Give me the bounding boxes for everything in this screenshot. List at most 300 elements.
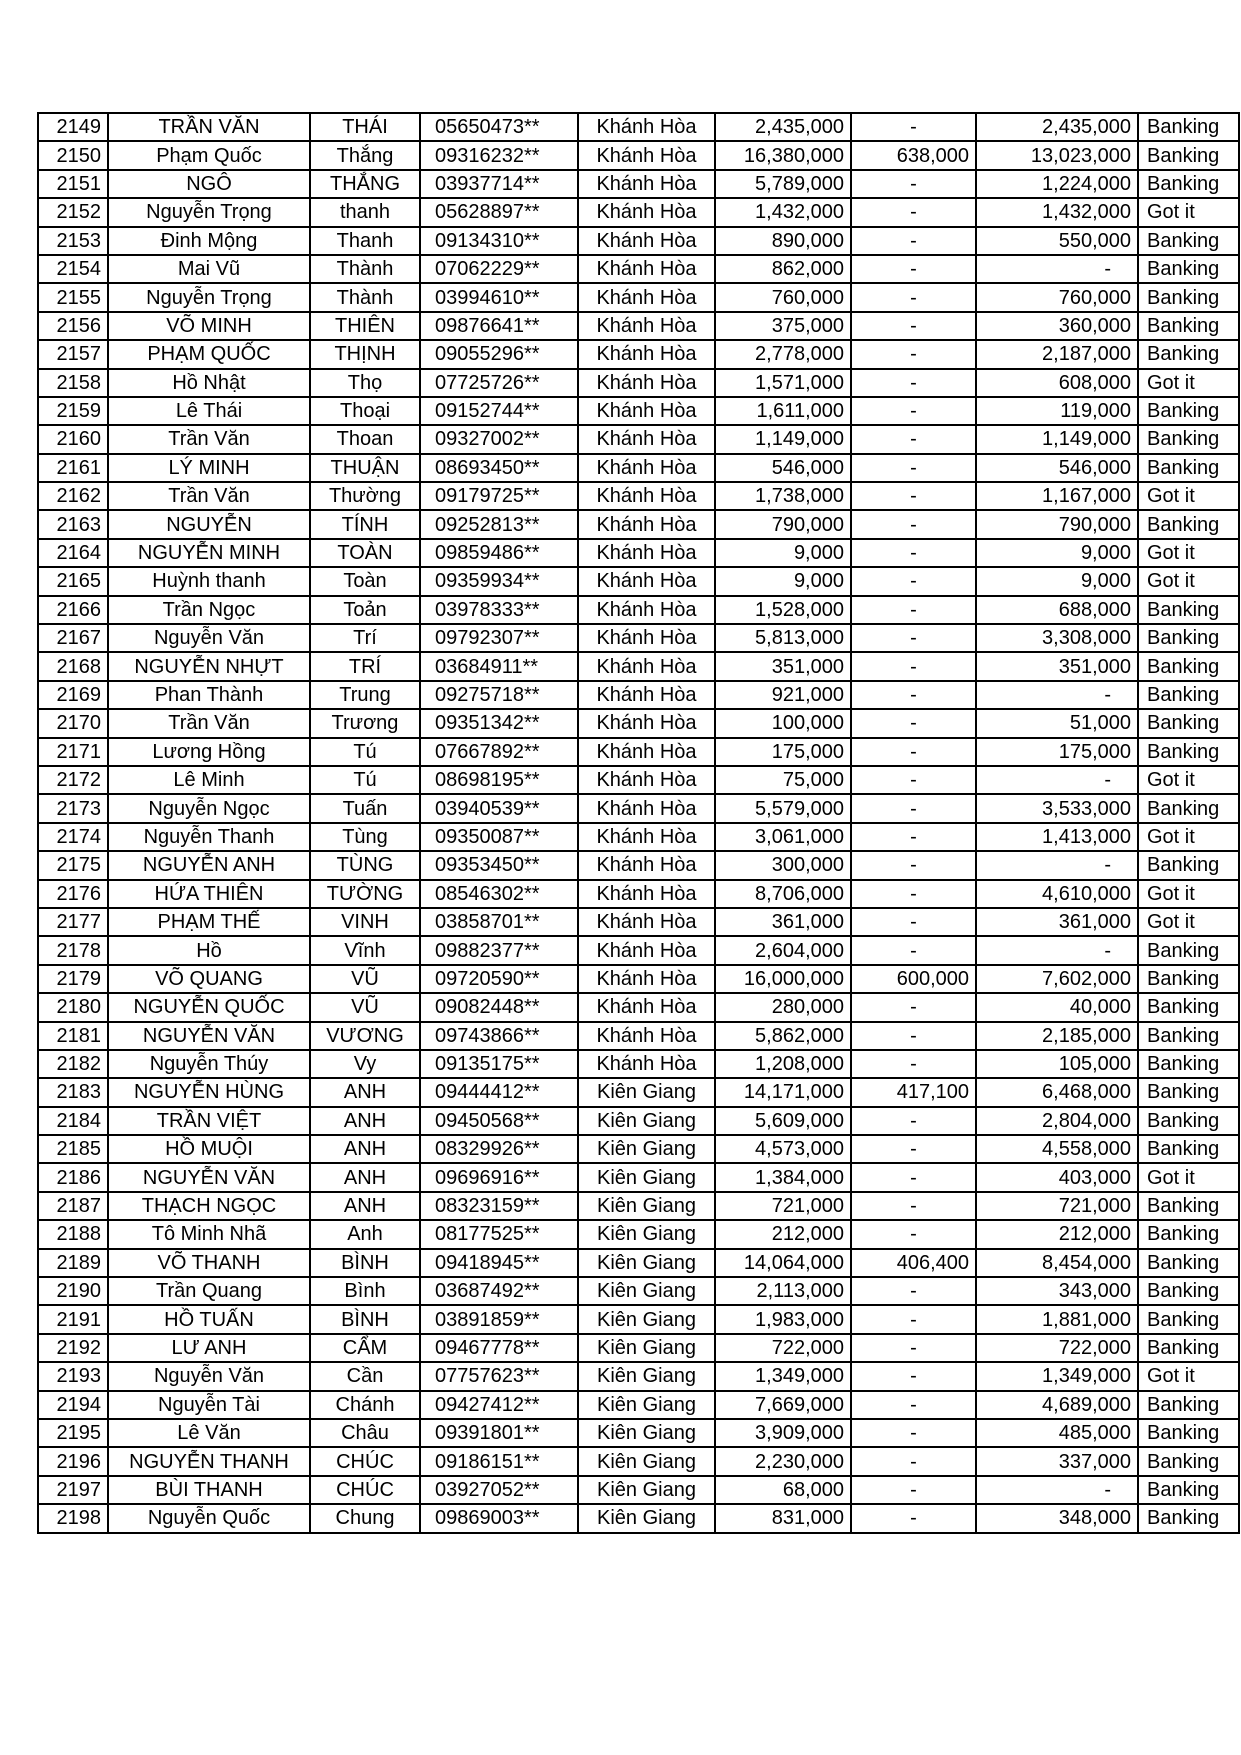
province-cell: Khánh Hòa xyxy=(578,113,715,141)
paid-cell: - xyxy=(976,255,1138,283)
method-cell: Got it xyxy=(1138,539,1239,567)
table-row xyxy=(38,1419,1239,1447)
paid-cell: 1,224,000 xyxy=(976,170,1138,198)
first-name-cell: THÁI xyxy=(310,113,420,141)
paid-cell: 9,000 xyxy=(976,567,1138,595)
table-row xyxy=(38,908,1239,936)
phone-cell: 08698195** xyxy=(420,766,578,794)
table-row xyxy=(38,340,1239,368)
method-cell: Banking xyxy=(1138,312,1239,340)
table-row xyxy=(38,823,1239,851)
method-cell: Banking xyxy=(1138,1022,1239,1050)
table-row xyxy=(38,851,1239,879)
province-cell: Kiên Giang xyxy=(578,1305,715,1333)
method-cell: Banking xyxy=(1138,596,1239,624)
first-name-cell: ANH xyxy=(310,1107,420,1135)
row-number: 2198 xyxy=(38,1504,108,1532)
province-cell: Khánh Hòa xyxy=(578,738,715,766)
table-row xyxy=(38,1305,1239,1333)
province-cell: Khánh Hòa xyxy=(578,794,715,822)
row-number: 2164 xyxy=(38,539,108,567)
paid-cell: - xyxy=(976,681,1138,709)
row-number: 2159 xyxy=(38,397,108,425)
row-number: 2178 xyxy=(38,936,108,964)
paid-cell: 546,000 xyxy=(976,454,1138,482)
last-name-cell: Phan Thành xyxy=(108,681,310,709)
deduction-cell: 638,000 xyxy=(851,141,976,169)
deduction-cell: - xyxy=(851,510,976,538)
row-number: 2175 xyxy=(38,851,108,879)
last-name-cell: THẠCH NGỌC xyxy=(108,1192,310,1220)
row-number: 2169 xyxy=(38,681,108,709)
paid-cell: 343,000 xyxy=(976,1277,1138,1305)
last-name-cell: NGUYỄN QUỐC xyxy=(108,993,310,1021)
paid-cell: 1,167,000 xyxy=(976,482,1138,510)
phone-cell: 08177525** xyxy=(420,1220,578,1248)
province-cell: Khánh Hòa xyxy=(578,851,715,879)
amount-cell: 862,000 xyxy=(715,255,851,283)
row-number: 2193 xyxy=(38,1362,108,1390)
method-cell: Banking xyxy=(1138,397,1239,425)
last-name-cell: VÕ QUANG xyxy=(108,965,310,993)
phone-cell: 09359934** xyxy=(420,567,578,595)
first-name-cell: ANH xyxy=(310,1192,420,1220)
phone-cell: 03994610** xyxy=(420,283,578,311)
table-row xyxy=(38,1135,1239,1163)
last-name-cell: HỨA THIÊN xyxy=(108,880,310,908)
province-cell: Kiên Giang xyxy=(578,1391,715,1419)
amount-cell: 5,609,000 xyxy=(715,1107,851,1135)
paid-cell: 361,000 xyxy=(976,908,1138,936)
phone-cell: 07667892** xyxy=(420,738,578,766)
table-row xyxy=(38,681,1239,709)
table-row xyxy=(38,1391,1239,1419)
amount-cell: 2,778,000 xyxy=(715,340,851,368)
deduction-cell: - xyxy=(851,596,976,624)
deduction-cell: - xyxy=(851,1107,976,1135)
phone-cell: 09720590** xyxy=(420,965,578,993)
table-row xyxy=(38,454,1239,482)
last-name-cell: Trần Văn xyxy=(108,482,310,510)
deduction-cell: - xyxy=(851,198,976,226)
last-name-cell: PHẠM QUỐC xyxy=(108,340,310,368)
paid-cell: 688,000 xyxy=(976,596,1138,624)
province-cell: Khánh Hòa xyxy=(578,596,715,624)
phone-cell: 09351342** xyxy=(420,709,578,737)
method-cell: Banking xyxy=(1138,1447,1239,1475)
province-cell: Khánh Hòa xyxy=(578,454,715,482)
amount-cell: 1,611,000 xyxy=(715,397,851,425)
first-name-cell: THẮNG xyxy=(310,170,420,198)
table-row xyxy=(38,425,1239,453)
province-cell: Kiên Giang xyxy=(578,1476,715,1504)
paid-cell: 105,000 xyxy=(976,1050,1138,1078)
table-row xyxy=(38,738,1239,766)
paid-cell: 608,000 xyxy=(976,369,1138,397)
amount-cell: 2,230,000 xyxy=(715,1447,851,1475)
last-name-cell: Nguyễn Văn xyxy=(108,624,310,652)
phone-cell: 03940539** xyxy=(420,794,578,822)
first-name-cell: Thắng xyxy=(310,141,420,169)
province-cell: Khánh Hòa xyxy=(578,482,715,510)
paid-cell: 722,000 xyxy=(976,1334,1138,1362)
table-row xyxy=(38,1078,1239,1106)
province-cell: Kiên Giang xyxy=(578,1220,715,1248)
table-row xyxy=(38,397,1239,425)
deduction-cell: - xyxy=(851,170,976,198)
first-name-cell: Chung xyxy=(310,1504,420,1532)
amount-cell: 8,706,000 xyxy=(715,880,851,908)
paid-cell: 403,000 xyxy=(976,1163,1138,1191)
province-cell: Khánh Hòa xyxy=(578,652,715,680)
first-name-cell: Vĩnh xyxy=(310,936,420,964)
phone-cell: 07725726** xyxy=(420,369,578,397)
first-name-cell: THỊNH xyxy=(310,340,420,368)
paid-cell: 6,468,000 xyxy=(976,1078,1138,1106)
deduction-cell: - xyxy=(851,681,976,709)
method-cell: Banking xyxy=(1138,794,1239,822)
last-name-cell: HỒ TUẤN xyxy=(108,1305,310,1333)
province-cell: Khánh Hòa xyxy=(578,766,715,794)
row-number: 2180 xyxy=(38,993,108,1021)
method-cell: Banking xyxy=(1138,652,1239,680)
method-cell: Got it xyxy=(1138,823,1239,851)
row-number: 2171 xyxy=(38,738,108,766)
method-cell: Banking xyxy=(1138,1078,1239,1106)
phone-cell: 09275718** xyxy=(420,681,578,709)
method-cell: Banking xyxy=(1138,965,1239,993)
deduction-cell: - xyxy=(851,823,976,851)
method-cell: Banking xyxy=(1138,141,1239,169)
table-row xyxy=(38,482,1239,510)
deduction-cell: - xyxy=(851,539,976,567)
row-number: 2155 xyxy=(38,283,108,311)
first-name-cell: Thành xyxy=(310,283,420,311)
first-name-cell: Trương xyxy=(310,709,420,737)
last-name-cell: Nguyễn Văn xyxy=(108,1362,310,1390)
table-row xyxy=(38,170,1239,198)
first-name-cell: VŨ xyxy=(310,993,420,1021)
row-number: 2160 xyxy=(38,425,108,453)
last-name-cell: NGUYỄN MINH xyxy=(108,539,310,567)
table-row xyxy=(38,1163,1239,1191)
method-cell: Banking xyxy=(1138,1249,1239,1277)
deduction-cell: - xyxy=(851,1391,976,1419)
province-cell: Khánh Hòa xyxy=(578,1022,715,1050)
row-number: 2166 xyxy=(38,596,108,624)
method-cell: Banking xyxy=(1138,510,1239,538)
row-number: 2154 xyxy=(38,255,108,283)
last-name-cell: TRẦN VIỆT xyxy=(108,1107,310,1135)
method-cell: Got it xyxy=(1138,880,1239,908)
deduction-cell: - xyxy=(851,794,976,822)
phone-cell: 09743866** xyxy=(420,1022,578,1050)
method-cell: Got it xyxy=(1138,482,1239,510)
deduction-cell: - xyxy=(851,369,976,397)
first-name-cell: TRÍ xyxy=(310,652,420,680)
deduction-cell: - xyxy=(851,1163,976,1191)
method-cell: Banking xyxy=(1138,1476,1239,1504)
records-table xyxy=(37,112,1240,1534)
province-cell: Khánh Hòa xyxy=(578,1050,715,1078)
paid-cell: 485,000 xyxy=(976,1419,1138,1447)
row-number: 2182 xyxy=(38,1050,108,1078)
deduction-cell: - xyxy=(851,709,976,737)
method-cell: Banking xyxy=(1138,624,1239,652)
amount-cell: 100,000 xyxy=(715,709,851,737)
row-number: 2157 xyxy=(38,340,108,368)
first-name-cell: ANH xyxy=(310,1078,420,1106)
phone-cell: 09316232** xyxy=(420,141,578,169)
last-name-cell: Trần Quang xyxy=(108,1277,310,1305)
amount-cell: 14,171,000 xyxy=(715,1078,851,1106)
first-name-cell: Toàn xyxy=(310,567,420,595)
first-name-cell: Trung xyxy=(310,681,420,709)
phone-cell: 09876641** xyxy=(420,312,578,340)
row-number: 2190 xyxy=(38,1277,108,1305)
first-name-cell: Vy xyxy=(310,1050,420,1078)
method-cell: Banking xyxy=(1138,1107,1239,1135)
table-row xyxy=(38,624,1239,652)
paid-cell: 2,187,000 xyxy=(976,340,1138,368)
method-cell: Got it xyxy=(1138,567,1239,595)
first-name-cell: BÌNH xyxy=(310,1305,420,1333)
last-name-cell: NGUYỄN ANH xyxy=(108,851,310,879)
table-row xyxy=(38,1476,1239,1504)
phone-cell: 03927052** xyxy=(420,1476,578,1504)
phone-cell: 03937714** xyxy=(420,170,578,198)
row-number: 2185 xyxy=(38,1135,108,1163)
phone-cell: 08693450** xyxy=(420,454,578,482)
method-cell: Banking xyxy=(1138,851,1239,879)
amount-cell: 16,380,000 xyxy=(715,141,851,169)
first-name-cell: Thoan xyxy=(310,425,420,453)
table-row xyxy=(38,312,1239,340)
amount-cell: 75,000 xyxy=(715,766,851,794)
amount-cell: 375,000 xyxy=(715,312,851,340)
row-number: 2167 xyxy=(38,624,108,652)
deduction-cell: - xyxy=(851,1305,976,1333)
amount-cell: 1,349,000 xyxy=(715,1362,851,1390)
phone-cell: 08323159** xyxy=(420,1192,578,1220)
paid-cell: 7,602,000 xyxy=(976,965,1138,993)
row-number: 2172 xyxy=(38,766,108,794)
row-number: 2187 xyxy=(38,1192,108,1220)
first-name-cell: VŨ xyxy=(310,965,420,993)
paid-cell: 8,454,000 xyxy=(976,1249,1138,1277)
province-cell: Khánh Hòa xyxy=(578,397,715,425)
phone-cell: 09859486** xyxy=(420,539,578,567)
last-name-cell: Trần Ngọc xyxy=(108,596,310,624)
amount-cell: 5,789,000 xyxy=(715,170,851,198)
first-name-cell: CHÚC xyxy=(310,1447,420,1475)
last-name-cell: Nguyễn Thúy xyxy=(108,1050,310,1078)
phone-cell: 07062229** xyxy=(420,255,578,283)
phone-cell: 09082448** xyxy=(420,993,578,1021)
first-name-cell: Thường xyxy=(310,482,420,510)
method-cell: Banking xyxy=(1138,1391,1239,1419)
deduction-cell: - xyxy=(851,113,976,141)
table-row xyxy=(38,567,1239,595)
deduction-cell: - xyxy=(851,766,976,794)
first-name-cell: Cần xyxy=(310,1362,420,1390)
first-name-cell: TOÀN xyxy=(310,539,420,567)
paid-cell: 790,000 xyxy=(976,510,1138,538)
last-name-cell: VÕ MINH xyxy=(108,312,310,340)
deduction-cell: 406,400 xyxy=(851,1249,976,1277)
deduction-cell: - xyxy=(851,652,976,680)
first-name-cell: TÍNH xyxy=(310,510,420,538)
last-name-cell: NGÔ xyxy=(108,170,310,198)
row-number: 2170 xyxy=(38,709,108,737)
last-name-cell: Tô Minh Nhã xyxy=(108,1220,310,1248)
deduction-cell: - xyxy=(851,624,976,652)
method-cell: Banking xyxy=(1138,1192,1239,1220)
paid-cell: 1,149,000 xyxy=(976,425,1138,453)
method-cell: Got it xyxy=(1138,1362,1239,1390)
method-cell: Banking xyxy=(1138,1277,1239,1305)
phone-cell: 09186151** xyxy=(420,1447,578,1475)
table-row xyxy=(38,1220,1239,1248)
row-number: 2173 xyxy=(38,794,108,822)
paid-cell: 13,023,000 xyxy=(976,141,1138,169)
deduction-cell: - xyxy=(851,738,976,766)
row-number: 2188 xyxy=(38,1220,108,1248)
last-name-cell: LƯ ANH xyxy=(108,1334,310,1362)
row-number: 2174 xyxy=(38,823,108,851)
amount-cell: 68,000 xyxy=(715,1476,851,1504)
phone-cell: 09055296** xyxy=(420,340,578,368)
first-name-cell: Châu xyxy=(310,1419,420,1447)
last-name-cell: Nguyễn Thanh xyxy=(108,823,310,851)
phone-cell: 03891859** xyxy=(420,1305,578,1333)
table-row xyxy=(38,596,1239,624)
row-number: 2161 xyxy=(38,454,108,482)
deduction-cell: - xyxy=(851,1220,976,1248)
method-cell: Banking xyxy=(1138,1305,1239,1333)
last-name-cell: Nguyễn Trọng xyxy=(108,198,310,226)
province-cell: Khánh Hòa xyxy=(578,369,715,397)
table-row xyxy=(38,1504,1239,1532)
amount-cell: 1,528,000 xyxy=(715,596,851,624)
phone-cell: 09327002** xyxy=(420,425,578,453)
deduction-cell: - xyxy=(851,851,976,879)
amount-cell: 280,000 xyxy=(715,993,851,1021)
amount-cell: 361,000 xyxy=(715,908,851,936)
method-cell: Banking xyxy=(1138,1419,1239,1447)
province-cell: Khánh Hòa xyxy=(578,880,715,908)
last-name-cell: PHẠM THẾ xyxy=(108,908,310,936)
row-number: 2163 xyxy=(38,510,108,538)
last-name-cell: Nguyễn Ngọc xyxy=(108,794,310,822)
paid-cell: 1,432,000 xyxy=(976,198,1138,226)
province-cell: Khánh Hòa xyxy=(578,510,715,538)
paid-cell: 212,000 xyxy=(976,1220,1138,1248)
method-cell: Banking xyxy=(1138,1504,1239,1532)
first-name-cell: ANH xyxy=(310,1163,420,1191)
row-number: 2197 xyxy=(38,1476,108,1504)
province-cell: Kiên Giang xyxy=(578,1078,715,1106)
province-cell: Kiên Giang xyxy=(578,1277,715,1305)
first-name-cell: Trí xyxy=(310,624,420,652)
amount-cell: 1,384,000 xyxy=(715,1163,851,1191)
phone-cell: 03858701** xyxy=(420,908,578,936)
method-cell: Banking xyxy=(1138,340,1239,368)
table-row xyxy=(38,283,1239,311)
last-name-cell: Phạm Quốc xyxy=(108,141,310,169)
first-name-cell: Bình xyxy=(310,1277,420,1305)
amount-cell: 1,149,000 xyxy=(715,425,851,453)
phone-cell: 09450568** xyxy=(420,1107,578,1135)
row-number: 2181 xyxy=(38,1022,108,1050)
method-cell: Banking xyxy=(1138,425,1239,453)
province-cell: Kiên Giang xyxy=(578,1249,715,1277)
row-number: 2184 xyxy=(38,1107,108,1135)
province-cell: Kiên Giang xyxy=(578,1504,715,1532)
phone-cell: 09444412** xyxy=(420,1078,578,1106)
last-name-cell: LÝ MINH xyxy=(108,454,310,482)
table-row xyxy=(38,936,1239,964)
first-name-cell: Thọ xyxy=(310,369,420,397)
phone-cell: 05650473** xyxy=(420,113,578,141)
first-name-cell: Tùng xyxy=(310,823,420,851)
deduction-cell: - xyxy=(851,908,976,936)
method-cell: Banking xyxy=(1138,283,1239,311)
deduction-cell: - xyxy=(851,312,976,340)
amount-cell: 546,000 xyxy=(715,454,851,482)
last-name-cell: Trần Văn xyxy=(108,709,310,737)
row-number: 2151 xyxy=(38,170,108,198)
province-cell: Kiên Giang xyxy=(578,1419,715,1447)
method-cell: Banking xyxy=(1138,738,1239,766)
province-cell: Khánh Hòa xyxy=(578,170,715,198)
paid-cell: 1,349,000 xyxy=(976,1362,1138,1390)
deduction-cell: 417,100 xyxy=(851,1078,976,1106)
first-name-cell: Thanh xyxy=(310,227,420,255)
row-number: 2192 xyxy=(38,1334,108,1362)
row-number: 2183 xyxy=(38,1078,108,1106)
deduction-cell: - xyxy=(851,1504,976,1532)
deduction-cell: - xyxy=(851,1050,976,1078)
paid-cell: 40,000 xyxy=(976,993,1138,1021)
province-cell: Kiên Giang xyxy=(578,1192,715,1220)
deduction-cell: - xyxy=(851,1419,976,1447)
table-row xyxy=(38,880,1239,908)
paid-cell: 2,435,000 xyxy=(976,113,1138,141)
last-name-cell: Huỳnh thanh xyxy=(108,567,310,595)
row-number: 2189 xyxy=(38,1249,108,1277)
first-name-cell: VƯƠNG xyxy=(310,1022,420,1050)
amount-cell: 831,000 xyxy=(715,1504,851,1532)
phone-cell: 09135175** xyxy=(420,1050,578,1078)
first-name-cell: thanh xyxy=(310,198,420,226)
table-row xyxy=(38,539,1239,567)
amount-cell: 2,435,000 xyxy=(715,113,851,141)
amount-cell: 890,000 xyxy=(715,227,851,255)
phone-cell: 09427412** xyxy=(420,1391,578,1419)
province-cell: Khánh Hòa xyxy=(578,425,715,453)
table-row xyxy=(38,510,1239,538)
paid-cell: 51,000 xyxy=(976,709,1138,737)
phone-cell: 09179725** xyxy=(420,482,578,510)
paid-cell: 1,413,000 xyxy=(976,823,1138,851)
table-row xyxy=(38,198,1239,226)
paid-cell: 360,000 xyxy=(976,312,1138,340)
province-cell: Kiên Giang xyxy=(578,1135,715,1163)
phone-cell: 09467778** xyxy=(420,1334,578,1362)
phone-cell: 09252813** xyxy=(420,510,578,538)
province-cell: Khánh Hòa xyxy=(578,198,715,226)
